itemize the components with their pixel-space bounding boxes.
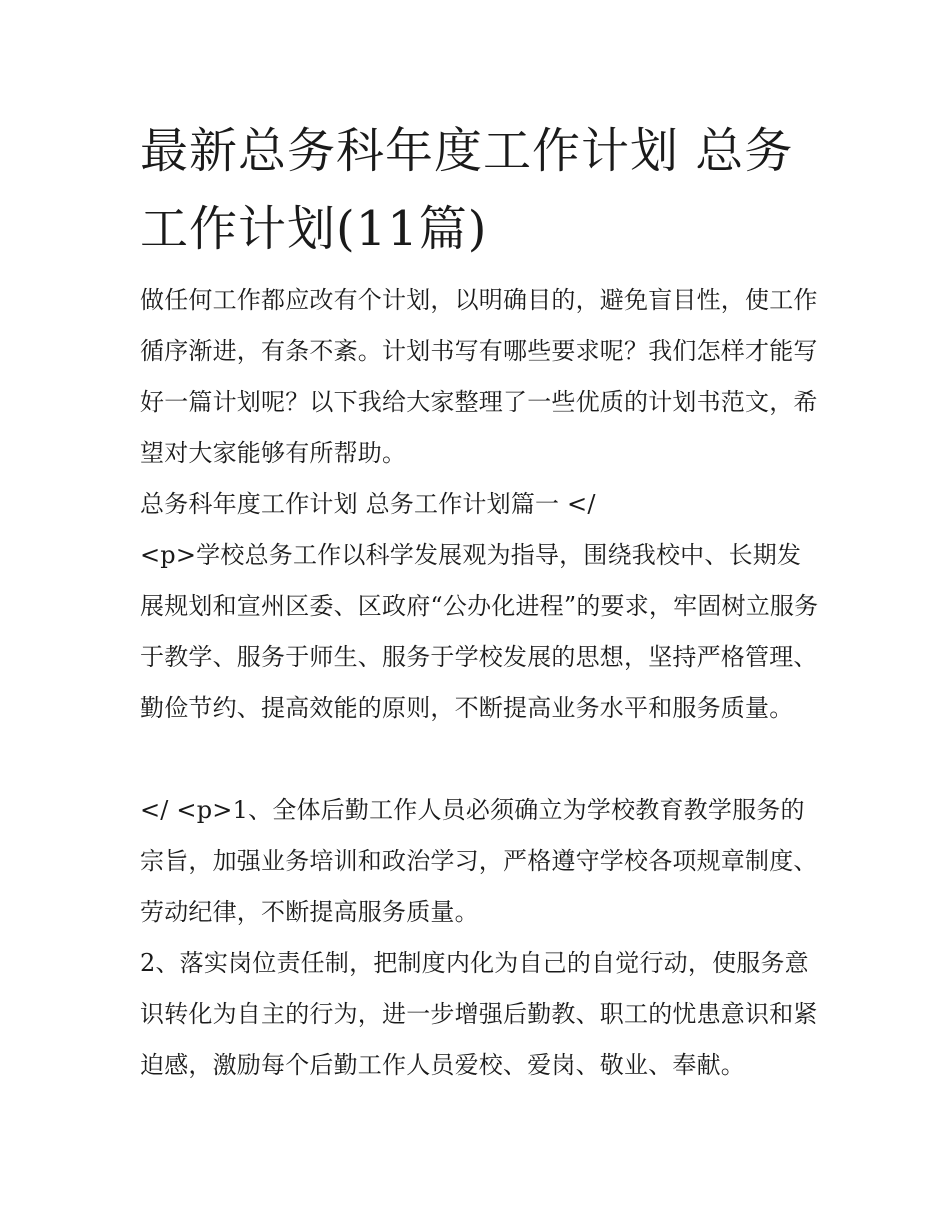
intro-paragraph: 做任何工作都应改有个计划，以明确目的，避免盲目性，使工作循序渐进，有条不紊。计划书写有哪些要求呢？我们怎样才能写好一篇计划呢？以下我给大家整理了一些优质的计划书范文，希望对大家能够有所帮助。 [140,286,818,467]
section-heading: 总务科年度工作计划 总务工作计划篇一 </ [140,490,596,518]
body-paragraph: <p>学校总务工作以科学发展观为指导，围绕我校中、长期发展规划和宣州区委、区政府“公办化进程”的要求，牢固树立服务于教学、服务于师生、服务于学校发展的思想，坚持严格管理、勤俭节约、提高效能的原则，不断提高业务水平和服务质量。 [140,541,819,722]
list-item-1: </ <p>1、全体后勤工作人员必须确立为学校教育教学服务的宗旨，加强业务培训和政治学习，严格遵守学校各项规章制度、劳动纪律，不断提高服务质量。 [140,796,818,926]
document-title: 最新总务科年度工作计划 总务工作计划(11篇) [140,123,794,257]
list-item-2: 2、落实岗位责任制，把制度内化为自己的自觉行动，使服务意识转化为自主的行为，进一步增强后勤教、职工的忧患意识和紧迫感，激励每个后勤工作人员爱校、爱岗、敬业、奉献。 [140,949,818,1079]
